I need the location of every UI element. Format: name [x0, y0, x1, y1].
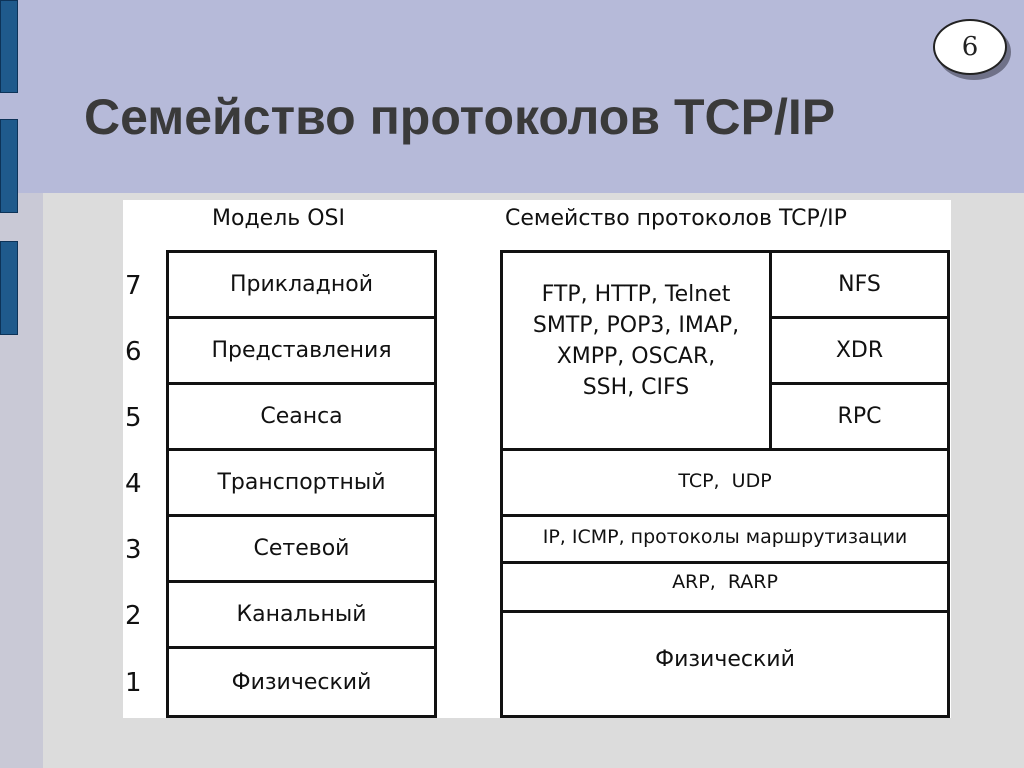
osi-layer-physical: Физический: [166, 646, 437, 718]
app-protocols-line-2: SMTP, POP3, IMAP,: [532, 312, 740, 338]
osi-layer-network: Сетевой: [166, 514, 437, 583]
tcpip-application-protocols: [500, 250, 772, 451]
layer-number-3: 3: [125, 535, 142, 565]
tcpip-rpc: RPC: [769, 382, 950, 451]
app-protocols-line-1: FTP, HTTP, Telnet: [541, 281, 731, 307]
side-bar-top: [0, 0, 18, 93]
osi-layer-session: Сеанса: [166, 382, 437, 451]
app-protocols-line-3: XMPP, OSCAR,: [556, 343, 716, 369]
tcpip-internet: IP, ICMP, протоколы маршрутизации: [500, 514, 950, 564]
side-bar-bottom: [0, 241, 18, 335]
osi-layer-application: Прикладной: [166, 250, 437, 319]
layer-number-2: 2: [125, 601, 142, 631]
tcpip-nfs: NFS: [769, 250, 950, 319]
side-bar-middle: [0, 119, 18, 213]
osi-layer-datalink: Канальный: [166, 580, 437, 649]
protocol-diagram: [123, 200, 951, 718]
osi-layer-transport: Транспортный: [166, 448, 437, 517]
tcpip-arp: ARP, RARP: [500, 561, 950, 613]
layer-number-7: 7: [125, 271, 142, 301]
osi-layer-presentation: Представления: [166, 316, 437, 385]
tcpip-physical: Физический: [500, 610, 950, 718]
layer-number-4: 4: [125, 469, 142, 499]
slide-number: 6: [933, 19, 1007, 75]
slide-title: Семейство протоколов TCP/IP: [84, 89, 836, 145]
tcpip-heading: Семейство протоколов TCP/IP: [505, 206, 847, 231]
tcpip-transport: TCP, UDP: [500, 448, 950, 517]
app-protocols-line-4: SSH, CIFS: [582, 374, 690, 400]
layer-number-1: 1: [125, 668, 142, 698]
layer-number-6: 6: [125, 337, 142, 367]
osi-heading: Модель OSI: [212, 206, 345, 231]
layer-number-5: 5: [125, 403, 142, 433]
tcpip-xdr: XDR: [769, 316, 950, 385]
